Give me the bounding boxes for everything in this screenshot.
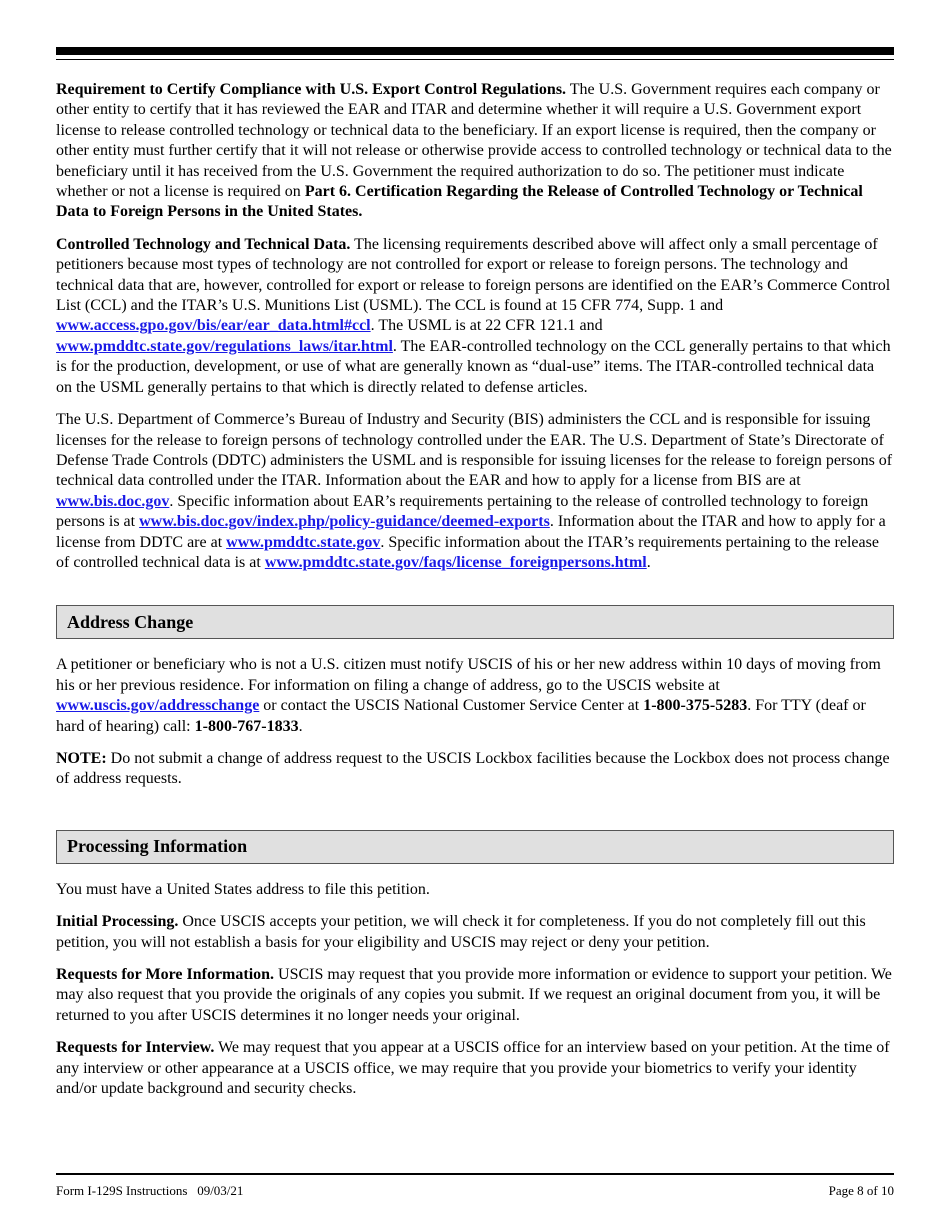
deemed-exports-link[interactable]: www.bis.doc.gov/index.php/policy-guidance/deemed-exports	[139, 513, 550, 531]
bis-ddtc-paragraph: The U.S. Department of Commerce’s Bureau of Industry and Security (BIS) administers the CCL and is responsible for issuing licenses for the release to foreign persons of technology controlled under the EAR. The U.S. Department of State’s Directorate of Defense Trade Controls (DDTC) administers the USML and is responsible for issuing licenses for the release to foreign persons of technical data controlled under the ITAR. Information about the EAR and how to apply for a license from BIS are at www.bis.doc.gov. Specific information about EAR’s requirements pertaining to the release of controlled technology to foreign persons is at www.bis.doc.gov/index.php/policy-guidance/deemed-exports. Information about the ITAR and how to apply for a license from DDTC are at www.pmddtc.state.gov. Specific information about the ITAR’s requirements pertaining to the release of controlled technical data is at www.pmddtc.state.gov/faqs/license_foreignpersons.html.	[56, 411, 893, 571]
note-label: NOTE:	[56, 749, 107, 767]
itar-link[interactable]: www.pmddtc.state.gov/regulations_laws/itar.html	[56, 337, 393, 355]
export-compliance-paragraph: Requirement to Certify Compliance with U.S. Export Control Regulations. The U.S. Government requires each company or other entity to certify that it has reviewed the EAR and ITAR and determine whether it will require a U.S. Government export license to release controlled technology or technical data to the beneficiary. If an export license is required, then the company or other entity must further certify that it will not release or otherwise provide access to controlled technology or technical data to the beneficiary until it has received from the U.S. Government the required authorization to do so. The petitioner must indicate whether or not a license is required on Part 6. Certification Regarding the Release of Controlled Technology or Technical Data to Foreign Persons in the United States.	[56, 81, 892, 221]
document-page	[56, 0, 894, 1230]
page-number: Page 8 of 10	[828, 1183, 894, 1198]
header-rule-thin	[56, 59, 894, 60]
controlled-technology-paragraph: Controlled Technology and Technical Data. The licensing requirements described above will affect only a small percentage of petitioners because most types of technology are not controlled for export or release to foreign persons. The technology and technical data that are, however, controlled for export or release to foreign persons are identified on the EAR’s Commerce Control List (CCL) and the ITAR’s U.S. Munitions List (USML). The CCL is found at 15 CFR 774, Supp. 1 and www.access.gpo.gov/bis/ear/ear_data.html#ccl. The USML is at 22 CFR 121.1 and www.pmddtc.state.gov/regulations_laws/itar.html. The EAR-controlled technology on the CCL generally pertains to that which is for the production, development, or use of what are generally known as “dual-use” items. The ITAR-controlled technical data on the USML generally pertains to that which is directly related to defense articles.	[56, 235, 891, 396]
more-information-paragraph: Requests for More Information. USCIS may request that you provide more information or evidence to support your petition. We may also request that you provide the originals of any copies you submit. If we request an original document from you, it will be returned to you after USCIS determines it no longer needs your original.	[56, 966, 892, 1024]
form-identifier: Form I-129S Instructions 09/03/21	[56, 1183, 244, 1198]
controlled-technology-title: Controlled Technology and Technical Data.	[56, 235, 351, 253]
lockbox-note-paragraph: NOTE: Do not submit a change of address request to the USCIS Lockbox facilities because the Lockbox does not process change of address requests.	[56, 749, 890, 788]
address-change-header: Address Change	[56, 605, 894, 639]
interview-paragraph: Requests for Interview. We may request that you appear at a USCIS office for an interview based on your petition. At the time of any interview or other appearance at a USCIS office, we may require that you provide your biometrics to verify your identity and/or update background and security checks.	[56, 1039, 890, 1098]
initial-processing-paragraph: Initial Processing. Once USCIS accepts your petition, we will check it for completeness. If you do not completely fill out this petition, you will not establish a basis for your eligibility and USCIS may reject or deny your petition.	[56, 913, 866, 951]
address-change-link[interactable]: www.uscis.gov/addresschange	[56, 697, 260, 715]
tty-phone: 1-800-767-1833	[194, 717, 299, 735]
export-compliance-title: Requirement to Certify Compliance with U.S. Export Control Regulations.	[56, 81, 567, 98]
page-content	[56, 80, 894, 1111]
bis-link[interactable]: www.bis.doc.gov	[56, 492, 170, 510]
part6-reference: Part 6. Certification Regarding the Release of Controlled Technology or Technical Data to Foreign Persons in the United States.	[56, 183, 863, 221]
footer-rule	[56, 1173, 894, 1175]
page-footer	[56, 1183, 894, 1199]
itar-faqs-link[interactable]: www.pmddtc.state.gov/faqs/license_foreignpersons.html	[264, 553, 647, 571]
header-rule-thick	[56, 47, 894, 55]
initial-processing-title: Initial Processing.	[56, 913, 179, 931]
ddtc-link[interactable]: www.pmddtc.state.gov	[226, 533, 381, 551]
address-change-paragraph: A petitioner or beneficiary who is not a U.S. citizen must notify USCIS of his or her new address within 10 days of moving from his or her previous residence. For information on filing a change of address, go to the USCIS website at www.uscis.gov/addresschange or contact the USCIS National Customer Service Center at 1-800-375-5283. For TTY (deaf or hard of hearing) call: 1-800-767-1833.	[56, 656, 881, 735]
interview-title: Requests for Interview.	[56, 1039, 215, 1057]
us-address-paragraph: You must have a United States address to file this petition.	[56, 880, 430, 898]
processing-information-header: Processing Information	[56, 830, 894, 864]
ccl-link[interactable]: www.access.gpo.gov/bis/ear/ear_data.html#ccl	[56, 317, 371, 335]
customer-service-phone: 1-800-375-5283	[643, 697, 748, 715]
more-information-title: Requests for More Information.	[56, 966, 275, 983]
